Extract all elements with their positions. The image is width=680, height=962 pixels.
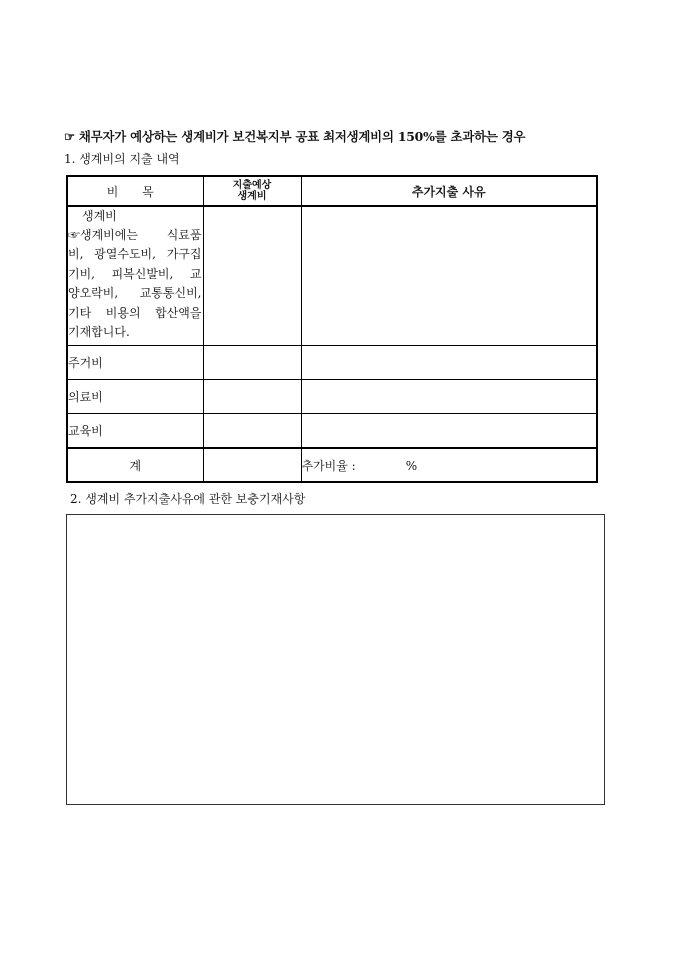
note-line: 기타 비용의 합산액을 <box>68 305 202 320</box>
education-cost-label: 교육비 <box>67 414 203 449</box>
total-row <box>67 448 597 482</box>
header-expected-amount <box>203 176 301 206</box>
pointing-hand-icon: ☞ <box>64 129 75 144</box>
medical-cost-reason-field[interactable] <box>301 380 597 414</box>
medical-cost-amount-field[interactable] <box>203 380 301 414</box>
total-label: 계 <box>67 448 203 482</box>
document-heading <box>64 127 624 145</box>
note-line: 양오락비, 교통통신비, <box>68 286 202 301</box>
living-cost-cell <box>67 206 203 346</box>
table-row <box>67 346 597 380</box>
housing-cost-reason-field[interactable] <box>301 346 597 380</box>
living-cost-amount-field[interactable] <box>203 206 301 346</box>
education-cost-amount-field[interactable] <box>203 414 301 449</box>
table-header-row <box>67 176 597 206</box>
note-line: 비, 광열수도비, 가구집 <box>68 247 202 262</box>
additional-ratio-field[interactable] <box>301 448 597 482</box>
table-row <box>67 206 597 346</box>
living-cost-note <box>68 226 203 342</box>
header-reason: 추가지출 사유 <box>301 176 597 206</box>
medical-cost-label: 의료비 <box>67 380 203 414</box>
housing-cost-label: 주거비 <box>67 346 203 380</box>
housing-cost-amount-field[interactable] <box>203 346 301 380</box>
header-expected-line1: 지출예상 <box>232 180 272 191</box>
section-1-title: 1. 생계비의 지출 내역 <box>64 152 180 166</box>
note-line: ☞생계비에는 식료품 <box>68 228 202 242</box>
note-line: 기비, 피복신발비, 교 <box>68 266 202 281</box>
expense-table <box>66 175 598 483</box>
header-item: 비 목 <box>67 176 203 206</box>
living-cost-reason-field[interactable] <box>301 206 597 346</box>
section-2-title: 2. 생계비 추가지출사유에 관한 보충기재사항 <box>70 492 306 506</box>
total-amount-field[interactable] <box>203 448 301 482</box>
supplement-text-box[interactable] <box>66 514 605 805</box>
heading-text: 채무자가 예상하는 생계비가 보건복지부 공표 최저생계비의 150%를 초과하는 경우 <box>78 129 526 144</box>
education-cost-reason-field[interactable] <box>301 414 597 449</box>
table-row <box>67 414 597 449</box>
percent-sign: % <box>405 458 418 473</box>
note-line: 기재합니다. <box>68 325 130 340</box>
table-row <box>67 380 597 414</box>
additional-ratio-label: 추가비율 : <box>301 458 356 473</box>
header-expected-line2: 생계비 <box>237 191 267 202</box>
living-cost-label: 생계비 <box>82 209 117 223</box>
